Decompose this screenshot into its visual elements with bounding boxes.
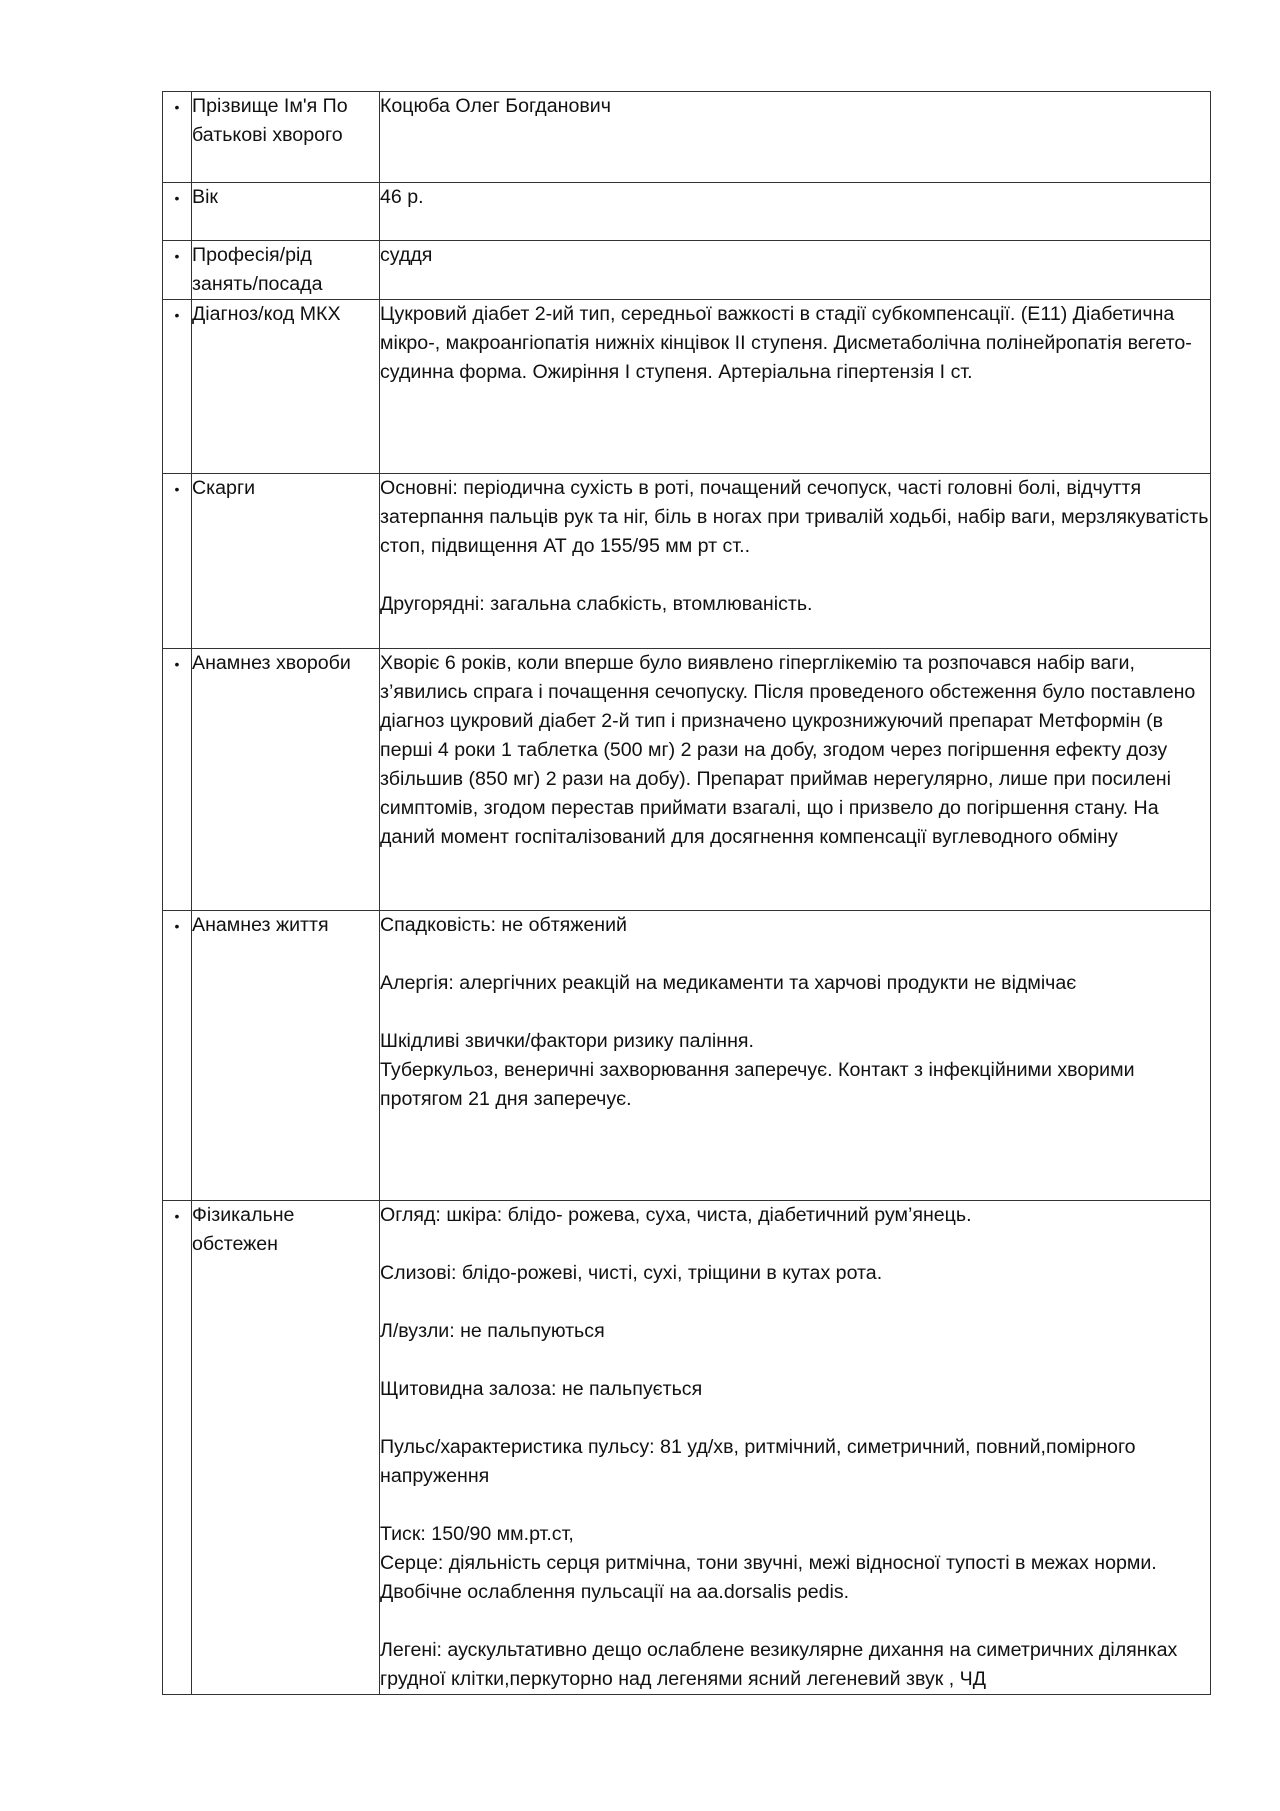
- row-label: Анамнез життя: [192, 911, 380, 1201]
- value-text: Щитовидна залоза: не пальпується: [380, 1378, 703, 1400]
- table-row-physical-exam: [163, 1201, 1211, 1695]
- row-value: [380, 474, 1211, 649]
- value-text: Тиск: 150/90 мм.рт.ст,: [380, 1523, 574, 1545]
- table-row-life-history: [163, 911, 1211, 1201]
- value-text: Алергія: алергічних реакцій на медикаменти та харчові продукти не відмічає: [380, 972, 1077, 994]
- bullet-icon: •: [174, 307, 180, 323]
- bullet-icon: •: [174, 248, 180, 264]
- table-row-patient-name: [163, 92, 1211, 183]
- value-text: 46 р.: [380, 186, 424, 208]
- value-text: Спадковість: не обтяжений: [380, 914, 627, 936]
- value-text: Серце: діяльність серця ритмічна, тони звучні, межі відносної тупості в межах норми. Двобічне ослаблення пульсації на aa.dorsalis pedis.: [380, 1552, 1157, 1603]
- row-value: [380, 92, 1211, 183]
- value-text: Слизові: блідо-рожеві, чисті, сухі, тріщини в кутах рота.: [380, 1262, 883, 1284]
- table-row-age: [163, 183, 1211, 241]
- row-label: Скарги: [192, 474, 380, 649]
- value-text: Пульс/характеристика пульсу: 81 уд/хв, ритмічний, симетричний, повний,помірного напруження: [380, 1436, 1136, 1487]
- table-row-complaints: [163, 474, 1211, 649]
- value-text: Легені: аускультативно дещо ослаблене везикулярне дихання на симетричних ділянках грудної клітки,перкуторно над легенями ясний легеневий звук , ЧД: [380, 1639, 1178, 1690]
- row-value: [380, 300, 1211, 474]
- value-text: Огляд: шкіра: блідо- рожева, суха, чиста, діабетичний рум’янець.: [380, 1204, 972, 1226]
- bullet-icon: •: [174, 656, 180, 672]
- row-label: Професія/рід занять/посада: [192, 241, 380, 300]
- value-text: суддя: [380, 244, 433, 266]
- bullet-icon: •: [174, 918, 180, 934]
- value-text: Коцюба Олег Богданович: [380, 95, 611, 117]
- table-row-disease-history: [163, 649, 1211, 911]
- bullet-icon: •: [174, 1208, 180, 1224]
- value-text: Туберкульоз, венеричні захворювання заперечує. Контакт з інфекційними хворими протягом 21 дня заперечує.: [380, 1059, 1135, 1110]
- value-text: Шкідливі звички/фактори ризику паління.: [380, 1030, 754, 1052]
- row-value: [380, 911, 1211, 1201]
- row-value: [380, 649, 1211, 911]
- row-value: [380, 183, 1211, 241]
- row-label: Вік: [192, 183, 380, 241]
- value-text: Другорядні: загальна слабкість, втомлюваність.: [380, 593, 813, 615]
- row-label: Діагноз/код МКХ: [192, 300, 380, 474]
- bullet-icon: •: [174, 99, 180, 115]
- table-row-profession: [163, 241, 1211, 300]
- value-text: Цукровий діабет 2-ий тип, середньої важкості в стадії субкомпенсації. (E11) Діабетична мікро-, макроангіопатія нижніх кінцівок ІІ ступеня. Дисметаболічна полінейропатія вегето-судинна форма. Ожиріння І ступеня. Артеріальна гіпертензія І ст.: [380, 303, 1192, 383]
- row-label: Фізикальне обстежен: [192, 1201, 380, 1695]
- row-label: Анамнез хвороби: [192, 649, 380, 911]
- row-value: [380, 241, 1211, 300]
- row-value: [380, 1201, 1211, 1695]
- value-text: Л/вузли: не пальпуються: [380, 1320, 605, 1342]
- row-label: Прізвище Ім'я По батькові хворого: [192, 92, 380, 183]
- patient-record-table: [162, 91, 1211, 1695]
- bullet-icon: •: [174, 481, 180, 497]
- value-text: Хворіє 6 років, коли вперше було виявлено гіперглікемію та розпочався набір ваги, з’явились спрага і почащення сечопуску. Після проведеного обстеження було поставлено діагноз цукровий діабет 2-й тип і призначено цукрознижуючий препарат Метформін (в перші 4 роки 1 таблетка (500 мг) 2 рази на добу, згодом через погіршення ефекту дозу збільшив (850 мг) 2 рази на добу). Препарат приймав нерегулярно, лише при посилені симптомів, згодом перестав приймати взагалі, що і призвело до погіршення стану. На даний момент госпіталізований для досягнення компенсації вуглеводного обміну: [380, 652, 1196, 848]
- value-text: Основні: періодична сухість в роті, почащений сечопуск, часті головні болі, відчуття затерпання пальців рук та ніг, біль в ногах при тривалій ходьбі, набір ваги, мерзлякуватість стоп, підвищення АТ до 155/95 мм рт ст..: [380, 477, 1209, 557]
- bullet-icon: •: [174, 190, 180, 206]
- table-row-diagnosis: [163, 300, 1211, 474]
